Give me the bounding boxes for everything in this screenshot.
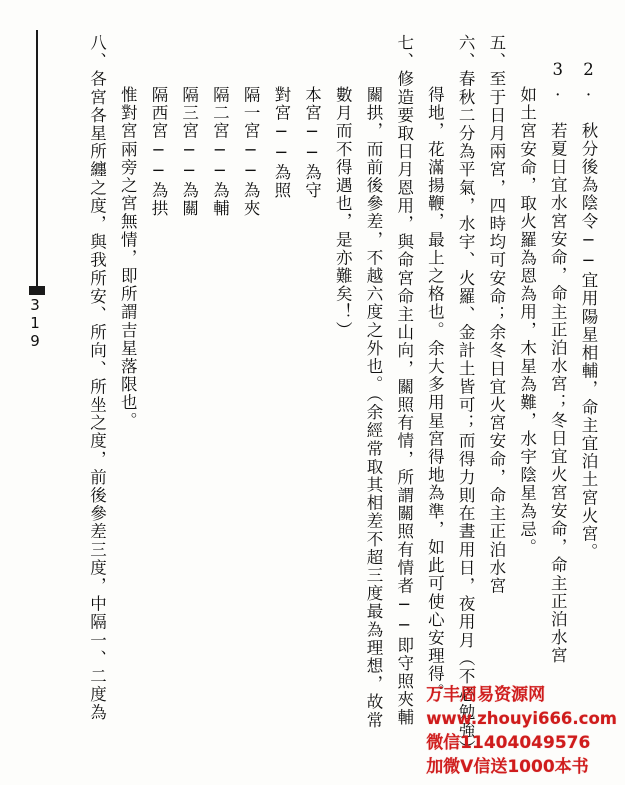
text-column: 2. 秋分後為陰令──宜用陽星相輔，命主宜泊土宮火宮。 <box>579 60 598 562</box>
watermark-url: www.zhouyi666.com <box>426 709 617 729</box>
text-column: 關拱，而前後參差，不越六度之外也。（余經常取其相差不超三度最為理想，故常 <box>363 86 383 730</box>
text-column: 隔西宮──為拱 <box>148 86 168 218</box>
text-column: 七、修造要取日月恩用，與命宮命主山向，關照有情，所謂關照有情者──即守照夾輔 <box>394 34 414 727</box>
text-column: 3. 若夏日宜水宮安命，命主正泊水宮；冬日宜火宮安命，命主正泊水宮 <box>548 60 568 665</box>
spine-rule-decoration <box>36 30 38 292</box>
text-column: 本宮──為守 <box>302 86 322 200</box>
watermark-site-name: 万丰周易资源网 <box>426 685 546 706</box>
text-column: 隔一宮──為夾 <box>241 86 261 218</box>
spine-cap-decoration <box>29 286 45 295</box>
watermark <box>426 683 617 779</box>
text-column: 如土宮安命，取火羅為恩為用，木星為難，水宇陰星為忌。 <box>517 86 537 557</box>
text-column: 八、各宮各星所纏之度，與我所安、所向、所坐之度，前後參差三度，中隔一、二度為 <box>87 34 107 722</box>
text-column: 對宮──為照 <box>271 86 291 200</box>
text-column: 五、至于日月兩宮，四時均可安命；余冬日宜火宮安命，命主正泊水宮 <box>486 34 506 596</box>
text-column: 隔三宮──為關 <box>179 86 199 218</box>
text-column: 隔二宮──為輔 <box>210 86 230 218</box>
vertical-text-body <box>79 34 601 758</box>
text-column: 惟對宮兩旁之宮無情，即所謂吉星落限也。 <box>118 86 138 430</box>
watermark-promo: 加微V信送1000本书 <box>426 756 589 777</box>
watermark-wechat: 微信11404049576 <box>426 732 591 753</box>
text-column: 數月而不得遇也，是亦難矣！） <box>333 86 353 340</box>
text-column: 六、春秋二分為平氣，水宇、火羅、金計土皆可；而得力則在晝用日，夜用月（不必勉強） <box>456 34 476 758</box>
page-number: 319 <box>26 296 44 350</box>
text-column: 得地，花滿揚鞭，最上之格也。余大多用星宮得地為準，如此可使心安理得。 <box>425 86 445 702</box>
